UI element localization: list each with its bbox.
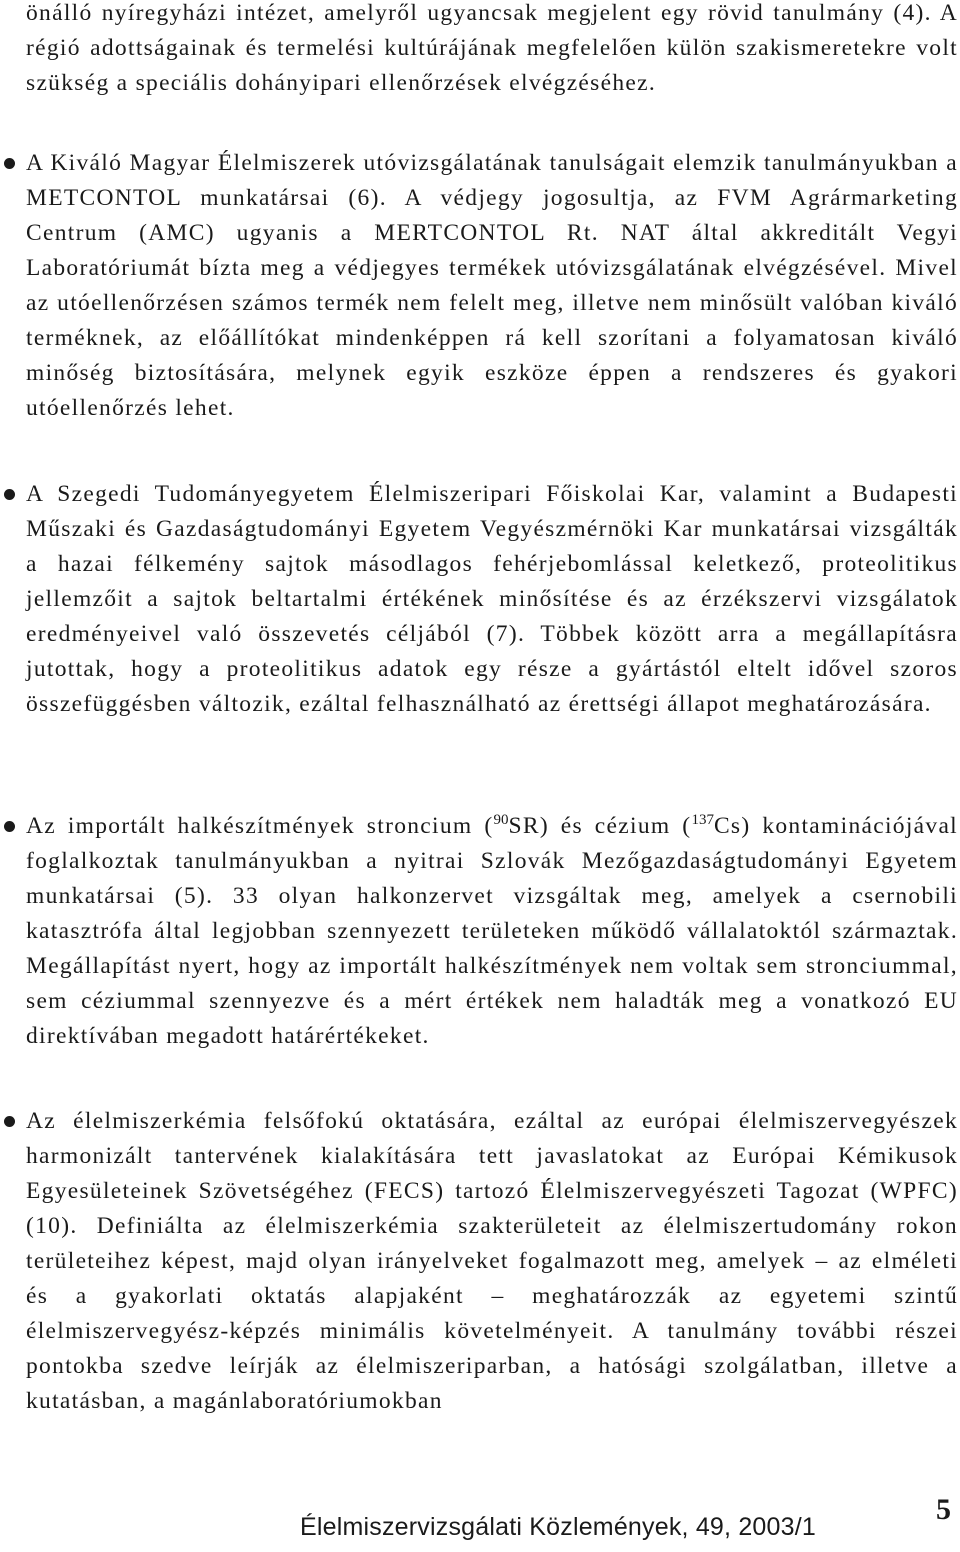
isotope-mass-number: 90 (493, 812, 509, 828)
text-segment: Cs) kontaminációjával foglalkoztak tanulmányukban a nyitrai Szlovák Mezőgazdaságtudományi Egyetem munkatársai (5). 33 olyan halkonzervet vizsgáltak meg, amelyek a csernobili katasztrófa által legjobban szennyezett területeken működő vállalatoktól származtak. Megállapítást nyert, hogy az importált halkészítmények nem voltak sem stronciummal, sem céziummal szennyezve és a mért értékek nem haladták meg a vonatkozó EU direktívában megadott határértékeket. (26, 813, 959, 1049)
bullet-icon (4, 1116, 15, 1127)
intro-paragraph: önálló nyíregyházi intézet, amelyről ugyancsak megjelent egy rövid tanulmány (4). A régió adottságainak és termelési kultúrájának megfelelően külön szakismeretekre volt szükség a speciális dohányipari ellenőrzések elvégzéséhez. (26, 0, 958, 96)
journal-footer: Élelmiszervizsgálati Közlemények, 49, 2003/1 (300, 1513, 816, 1541)
isotope-mass-number: 137 (691, 812, 714, 828)
bullet-icon (4, 489, 15, 500)
list-item-text: Az élelmiszerkémia felsőfokú oktatására, ezáltal az európai élelmiszervegyészek harmonizált tantervének kialakítására tett javaslatokat az Európai Kémikusok Egyesületeinek Szövetségéhez (FECS) tartozó Élelmiszervegyészeti Tagozat (WPFC) (10). Definiálta az élelmiszerkémia szakterületeit az élelmiszertudomány rokon területeihez képest, majd olyan irányelveket fogalmazott meg, amelyek – az elméleti és a gyakorlati oktatás alapjaként – meghatározzák az egyetemi szintű élelmiszervegyész-képzés minimális követelményeit. A tanulmány további részei pontokba szedve leírják az élelmiszeriparban, a hatósági szolgálatban, illetve a kutatásban, a magánlaboratóriumokban (26, 1108, 958, 1414)
bullet-icon (4, 158, 15, 169)
page-number: 5 (936, 1493, 951, 1526)
list-item-text (26, 809, 958, 1054)
list-item-text: A Kiváló Magyar Élelmiszerek utóvizsgálatának tanulságait elemzik tanulmányukban a METCONTOL munkatársai (6). A védjegy jogosultja, az FVM Agrármarketing Centrum (AMC) ugyanis a MERTCONTOL Rt. NAT által akkreditált Vegyi Laboratóriumát bízta meg a védjegyes termékek utóvizsgálatának elvégzésével. Mivel az utóellenőrzésen számos termék nem felelt meg, illetve nem minősült valóban kiváló terméknek, az előállítókat mindenképpen rá kell szorítani a folyamatosan kiváló minőség biztosítására, melynek egyik eszköze éppen a rendszeres és gyakori utóellenőrzés lehet. (26, 150, 958, 421)
list-item-text: A Szegedi Tudományegyetem Élelmiszeripari Főiskolai Kar, valamint a Budapesti Műszaki és Gazdaságtudományi Egyetem Vegyészmérnöki Kar munkatársai vizsgálták a hazai félkemény sajtok másodlagos fehérjebomlással keletkező, proteolitikus jellemzőit a sajtok beltartalmi értékének minősítése és az érzékszervi vizsgálatok eredményeivel való összevetés céljából (7). Többek között arra a megállapításra jutottak, hogy a proteolitikus adatok egy része a gyártástól eltelt idővel szoros összefüggésben változik, ezáltal felhasználható az érettségi állapot meghatározására. (26, 481, 958, 717)
text-segment: SR) és cézium ( (508, 813, 692, 839)
bullet-icon (4, 821, 15, 832)
text-segment: Az importált halkészítmények stroncium ( (26, 813, 494, 839)
